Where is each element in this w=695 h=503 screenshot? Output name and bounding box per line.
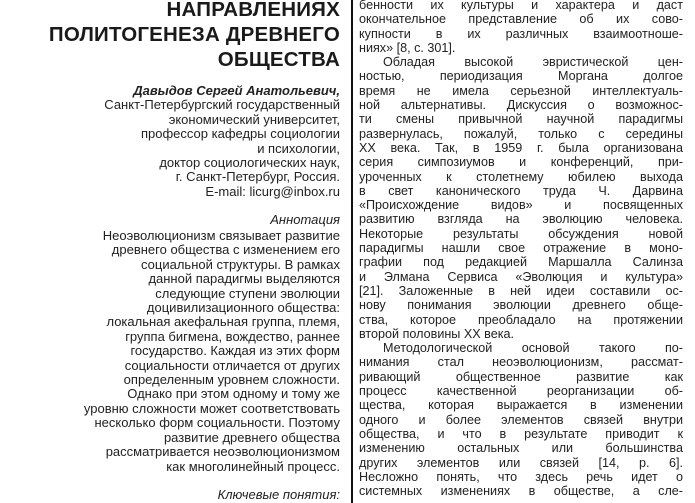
body-line: и Элмана Сервиса «Эволюция и культура»	[359, 269, 683, 284]
abstract-text	[84, 229, 340, 474]
abstract-line: доцивилизационного общества:	[146, 300, 340, 316]
title-line: ПОЛИТОГЕНЕЗА ДРЕВНЕГО	[48, 23, 340, 46]
abstract-line: группа бигмена, вождество, раннее	[125, 328, 340, 344]
abstract-line: рассматривается неоэволюционизмом	[105, 444, 340, 460]
body-line: процесс качественной реорганизации об-	[359, 384, 683, 399]
author-block	[104, 84, 340, 199]
body-line: системных изменениях в обществе, а сле-	[359, 484, 683, 499]
keywords-label: Ключевые понятия:	[217, 487, 340, 502]
abstract-line: следующие ступени эволюции	[155, 285, 340, 301]
body-line: ностью, периодизация Моргана долгое	[359, 69, 683, 84]
body-line: ства, которое преобладало на протяжении	[359, 312, 683, 327]
abstract-line: уровню сложности может соответствовать	[83, 400, 340, 416]
body-line: изменению остальных или большинства	[359, 441, 683, 456]
abstract-line: несколько форм социальности. Поэтому	[94, 415, 340, 431]
body-line: окончательное представление об их сово-	[359, 12, 683, 27]
body-line: Методологической основой такого по-	[383, 341, 683, 356]
body-line: парадигмы нашли свое отражение в моно-	[359, 241, 683, 256]
body-line: Некоторые результаты обсуждения новой	[359, 226, 683, 241]
abstract-line: развитие древнего общества	[163, 429, 340, 445]
body-line: уроченных к столетнему юбилею выхода	[359, 169, 683, 184]
body-line: других элементов или связей [14, р. 6].	[359, 455, 683, 470]
body-line: купности в их различных взаимоотноше-	[359, 26, 683, 41]
abstract-line: локальная акефальная группа, племя,	[106, 314, 340, 330]
abstract-line: социальной структуры. В рамках	[141, 256, 340, 272]
author-degree: доктор социологических наук,	[159, 155, 340, 171]
body-line: общества, и что в результате приводит к	[359, 426, 683, 441]
body-line: ной альтернативы. Дискуссия о возможнос-	[359, 98, 683, 113]
body-line: щества, которая выражается в изменении	[359, 398, 683, 413]
title-line: НАПРАВЛЕНИЯХ	[166, 0, 340, 21]
body-line: Обладая высокой эвристической цен-	[383, 55, 683, 70]
body-line: одного и более элементов связей внутри	[359, 412, 683, 427]
body-line: нимания стал неоэволюционизм, рассмат-	[359, 355, 683, 370]
body-line: второй половины XX века.	[359, 326, 514, 341]
title-line: ОБЩЕСТВА	[217, 48, 340, 71]
abstract-line: государство. Каждая из этих форм	[130, 343, 340, 359]
abstract-line: как многолинейный процесс.	[166, 458, 340, 474]
body-column	[359, 0, 683, 498]
body-line: развитию взгляда на эволюцию человека.	[359, 212, 683, 227]
author-affiliation: Санкт-Петербургский государственный	[104, 97, 340, 113]
author-position: и психологии,	[257, 140, 340, 156]
abstract-line: древнего общества с изменением его	[111, 242, 340, 258]
body-line: бенности их культуры и характера и даст	[359, 0, 683, 12]
body-line: ниях» [8, с. 301].	[359, 40, 456, 55]
author-name: Давыдов Сергей Анатольевич,	[133, 83, 340, 98]
author-location: г. Санкт-Петербург, Россия.	[175, 169, 340, 185]
abstract-line: Однако при этом одному и тому же	[127, 386, 340, 402]
body-line: «Происхождение видов» и посвященных	[359, 198, 683, 213]
body-line: [21]. Заложенные в ней идеи составили ос-	[359, 283, 683, 298]
author-position: профессор кафедры социологии	[140, 126, 340, 142]
abstract-line: определенным уровнем сложности.	[123, 372, 340, 388]
abstract-line: социальности отличается от других	[124, 357, 340, 373]
body-line: время не имела серьезной интеллектуаль-	[359, 83, 683, 98]
body-line: ти смены привычной научной парадигмы	[359, 112, 683, 127]
body-line: в свет канонического труда Ч. Дарвина	[359, 183, 683, 198]
author-email: E-mail: licurg@inbox.ru	[205, 183, 340, 199]
abstract-line: Неоэволюционизм связывает развитие	[102, 228, 340, 243]
abstract-line: данной парадигмы выделяются	[148, 271, 340, 287]
body-line: развернулась, пожалуй, только с середины	[359, 126, 683, 141]
author-affiliation: экономический университет,	[168, 111, 340, 127]
body-line: XX века. Так, в 1959 г. была организована	[359, 140, 683, 155]
body-line: нову понимания эволюции древнего обще-	[359, 298, 683, 313]
body-line: ривающий общественное развитие как	[359, 369, 683, 384]
article-title	[49, 0, 340, 72]
body-line: графии под редакцией Маршалла Салинза	[359, 255, 683, 270]
body-line: Несложно понять, что здесь речь идет о	[359, 469, 683, 484]
abstract-label: Аннотация	[270, 212, 340, 227]
body-line: серия симпозиумов и конференций, при-	[359, 155, 683, 170]
column-divider	[351, 0, 353, 503]
